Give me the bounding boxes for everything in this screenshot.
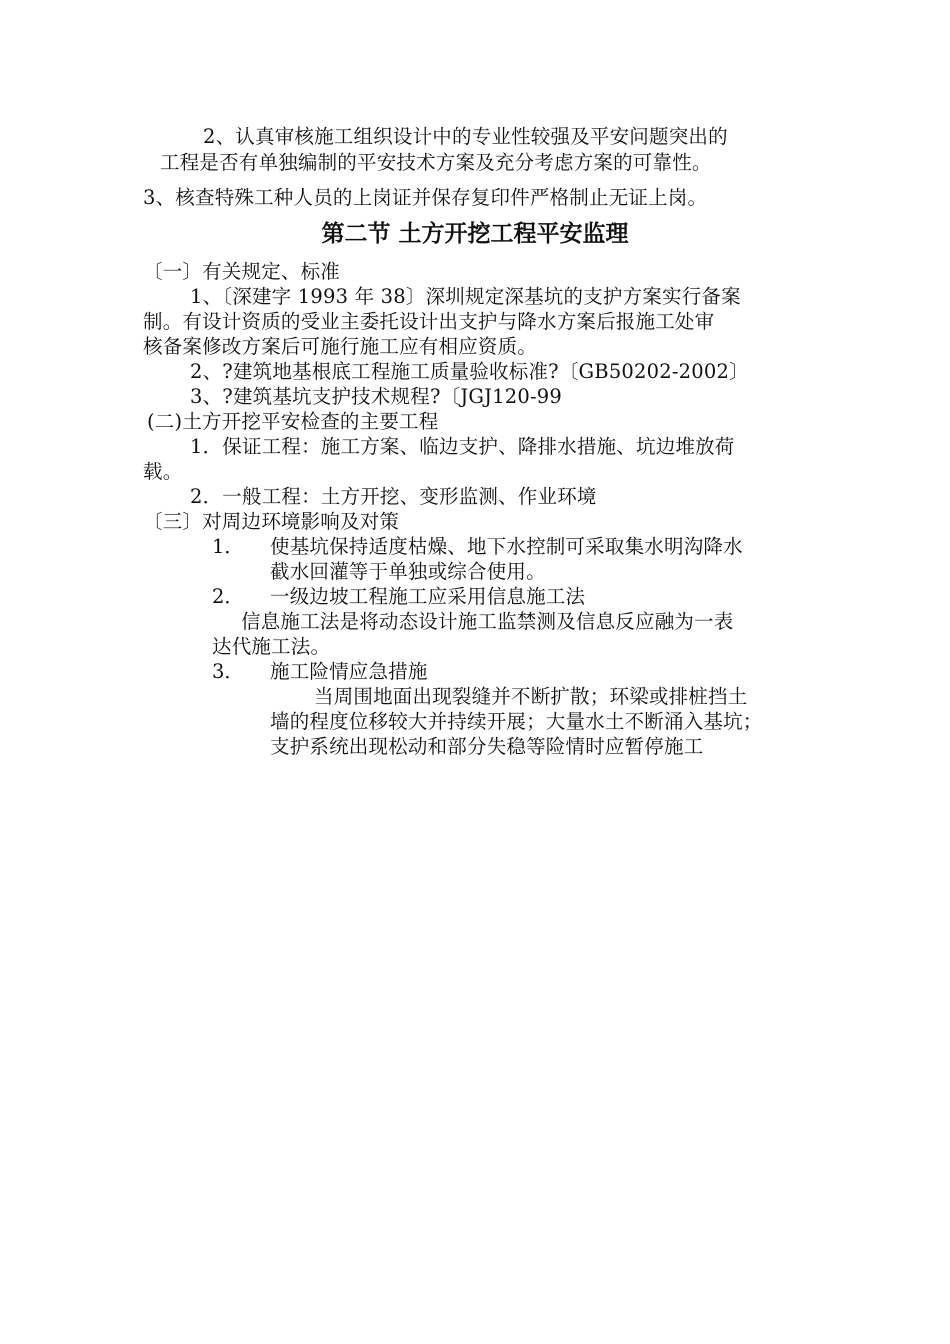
part3-item3-number: 3．: [212, 660, 244, 683]
part1-item1-line1: 1、〔深建字 1993 年 38〕深圳规定深基坑的支护方案实行备案: [190, 285, 741, 308]
part3-item3-desc-line1: 当周围地面出现裂缝并不断扩散；环梁或排桩挡土: [314, 685, 748, 708]
part3-item1-number: 1．: [212, 535, 244, 558]
part3-item2-number: 2．: [212, 585, 244, 608]
part3-item1-line1: 使基坑保持适度枯燥、地下水控制可采取集水明沟降水: [270, 535, 743, 558]
part3-item2-desc-line2: 达代施工法。: [212, 635, 331, 658]
part1-item3: 3、?建筑基坑支护技术规程?〔JGJ120-99: [190, 385, 562, 408]
part1-item1-line3: 核备案修改方案后可施行施工应有相应资质。: [143, 335, 538, 358]
part3-item3-desc-line3: 支护系统出现松动和部分失稳等险情时应暂停施工: [270, 735, 704, 758]
part2-item1-line2: 载。: [143, 460, 183, 483]
part2-heading: (二)土方开挖平安检查的主要工程: [147, 410, 439, 433]
part1-item1-line2: 制。有设计资质的受业主委托设计出支护与降水方案后报施工处审: [143, 310, 715, 333]
section-title: 第二节 土方开挖工程平安监理: [321, 221, 629, 247]
part3-heading: 〔三〕对周边环境影响及对策: [143, 510, 400, 533]
part3-item2-desc-line1: 信息施工法是将动态设计施工监禁测及信息反应融为一表: [241, 610, 734, 633]
part3-item2-text: 一级边坡工程施工应采用信息施工法: [270, 585, 586, 608]
part3-item3-desc-line2: 墙的程度位移较大并持续开展；大量水土不断涌入基坑；: [270, 710, 763, 733]
part1-heading: 〔一〕有关规定、标准: [143, 260, 341, 283]
part3-item1-line2: 截水回灌等于单独或综合使用。: [270, 560, 546, 583]
intro-line-2: 工程是否有单独编制的平安技术方案及充分考虑方案的可靠性。: [160, 151, 712, 174]
part2-item2: 2．一般工程：土方开挖、变形监测、作业环境: [190, 485, 597, 508]
part3-item3-text: 施工险情应急措施: [270, 660, 428, 683]
part1-item2: 2、?建筑地基根底工程施工质量验收标准?〔GB50202-2002〕: [190, 360, 749, 383]
intro-line-3: 3、核查特殊工种人员的上岗证并保存复印件严格制止无证上岗。: [143, 186, 708, 209]
intro-line-1: 2、认真审核施工组织设计中的专业性较强及平安问题突出的: [203, 125, 728, 148]
part2-item1-line1: 1．保证工程：施工方案、临边支护、降排水措施、坑边堆放荷: [190, 435, 735, 458]
